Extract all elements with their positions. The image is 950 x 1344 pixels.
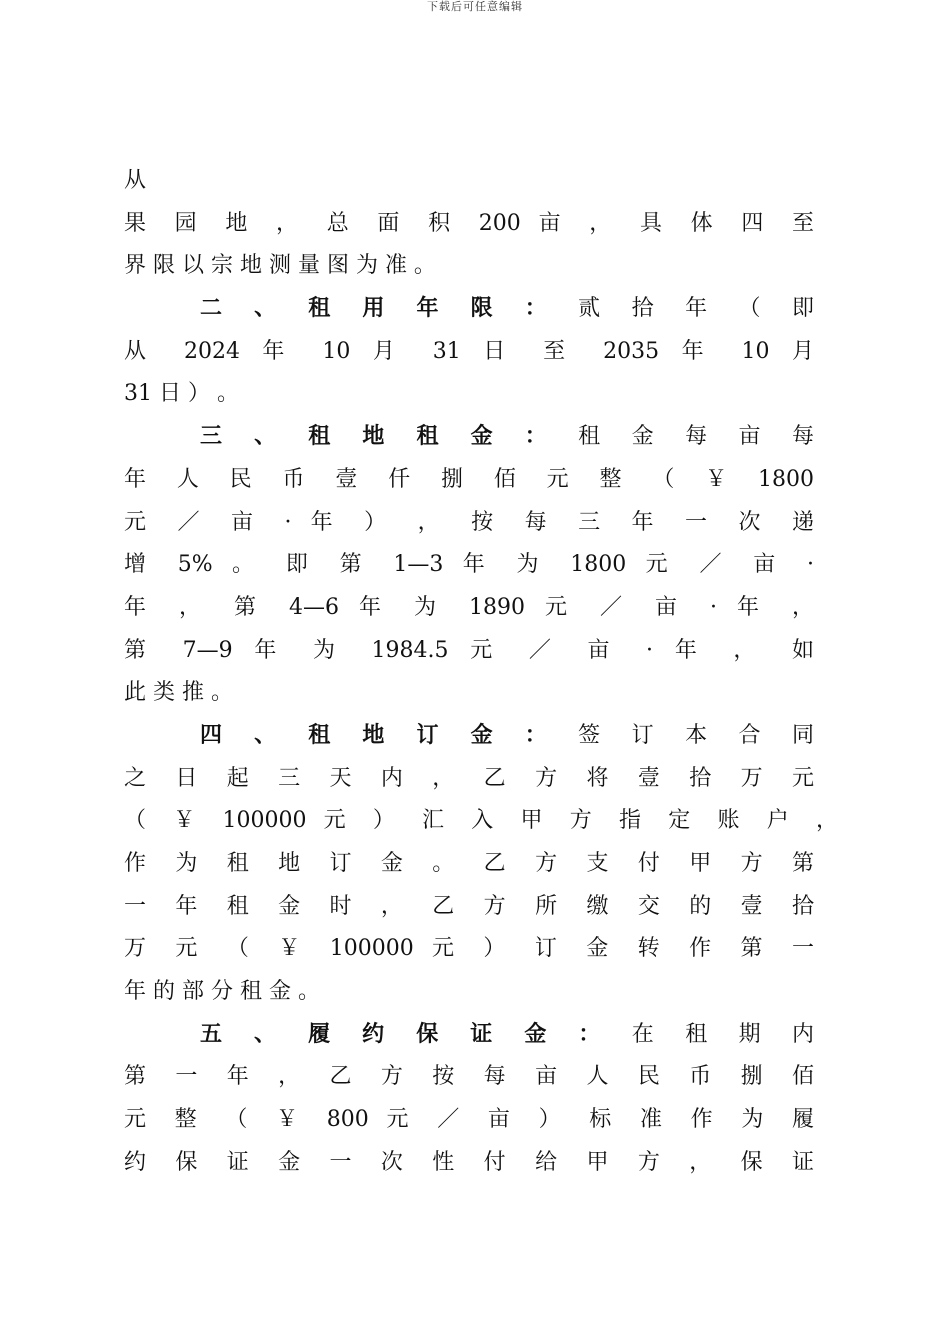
line-text: 第 一 年 ， 乙 方 按 每 亩 人 民 币 捌 佰 xyxy=(124,1064,814,1090)
body-text-line xyxy=(124,672,814,715)
body-text-line xyxy=(124,1142,814,1185)
section-heading: 五 、 履 约 保 证 金 ： xyxy=(200,1021,613,1047)
body-text-line xyxy=(124,373,814,416)
body-text-line xyxy=(124,331,814,374)
page-header: 下载后可任意编辑 xyxy=(427,0,523,13)
line-text: 从 2024 年 10 月 31 日 至 2035 年 10 月 xyxy=(124,338,814,364)
line-text: 增 5% 。 即 第 1—3 年 为 1800 元 ／ 亩 · xyxy=(124,552,814,578)
line-text: 从 xyxy=(124,168,147,193)
line-text: 贰 拾 年 （ 即 xyxy=(558,296,814,322)
section-heading-line xyxy=(124,715,814,758)
line-text: 年 ， 第 4—6 年 为 1890 元 ／ 亩 · 年 ， xyxy=(124,594,814,620)
section-heading: 三 、 租 地 租 金 ： xyxy=(200,424,559,450)
line-text: 租 金 每 亩 每 xyxy=(558,424,814,450)
body-text-line xyxy=(124,843,814,886)
line-text: 作 为 租 地 订 金 。 乙 方 支 付 甲 方 第 xyxy=(124,851,814,876)
body-text-line xyxy=(124,1056,814,1099)
body-text-line xyxy=(124,160,814,203)
section-heading: 四 、 租 地 订 金 ： xyxy=(200,722,559,748)
line-text: 签 订 本 合 同 xyxy=(558,722,814,748)
document-body xyxy=(124,160,838,1185)
body-text-line xyxy=(124,203,814,246)
body-text-line xyxy=(124,459,814,502)
body-text-line xyxy=(124,587,814,630)
line-text: （ ￥ 100000 元 ） 汇 入 甲 方 指 定 账 户 ， xyxy=(124,808,838,834)
line-text: 之 日 起 三 天 内 ， 乙 方 将 壹 拾 万 元 xyxy=(124,765,814,791)
line-text: 万 元 （ ￥ 100000 元 ） 订 金 转 作 第 一 xyxy=(124,936,814,962)
body-text-line xyxy=(124,544,814,587)
line-text: 年 人 民 币 壹 仟 捌 佰 元 整 （ ￥ 1800 xyxy=(124,466,814,492)
line-text: 此 类 推 。 xyxy=(124,680,233,706)
body-text-line xyxy=(124,502,814,545)
section-heading: 二 、 租 用 年 限 ： xyxy=(200,296,559,322)
body-text-line xyxy=(124,928,814,971)
line-text: 在 租 期 内 xyxy=(612,1021,814,1047)
line-text: 元 整 （ ￥ 800 元 ／ 亩 ） 标 准 作 为 履 xyxy=(124,1107,814,1133)
line-text: 果 园 地 ， 总 面 积 200 亩 ， 具 体 四 至 xyxy=(124,210,814,236)
body-text-line xyxy=(124,886,814,929)
body-text-line xyxy=(124,1099,814,1142)
body-text-line xyxy=(124,758,814,801)
line-text: 界 限 以 宗 地 测 量 图 为 准 。 xyxy=(124,253,436,279)
line-text: 31 日 ） 。 xyxy=(124,381,239,407)
line-text: 约 保 证 金 一 次 性 付 给 甲 方 ， 保 证 xyxy=(124,1149,814,1175)
line-text: 一 年 租 金 时 ， 乙 方 所 缴 交 的 壹 拾 xyxy=(124,893,814,919)
body-text-line xyxy=(124,800,838,843)
line-text: 元 ／ 亩 · 年 ） ， 按 每 三 年 一 次 递 xyxy=(124,509,814,535)
section-heading-line xyxy=(124,288,814,331)
body-text-line xyxy=(124,630,814,673)
line-text: 第 7—9 年 为 1984.5 元 ／ 亩 · 年 ， 如 xyxy=(124,637,814,663)
section-heading-line xyxy=(124,1014,814,1057)
body-text-line xyxy=(124,245,814,288)
section-heading-line xyxy=(124,416,814,459)
body-text-line xyxy=(124,971,814,1014)
line-text: 年 的 部 分 租 金 。 xyxy=(124,979,320,1005)
